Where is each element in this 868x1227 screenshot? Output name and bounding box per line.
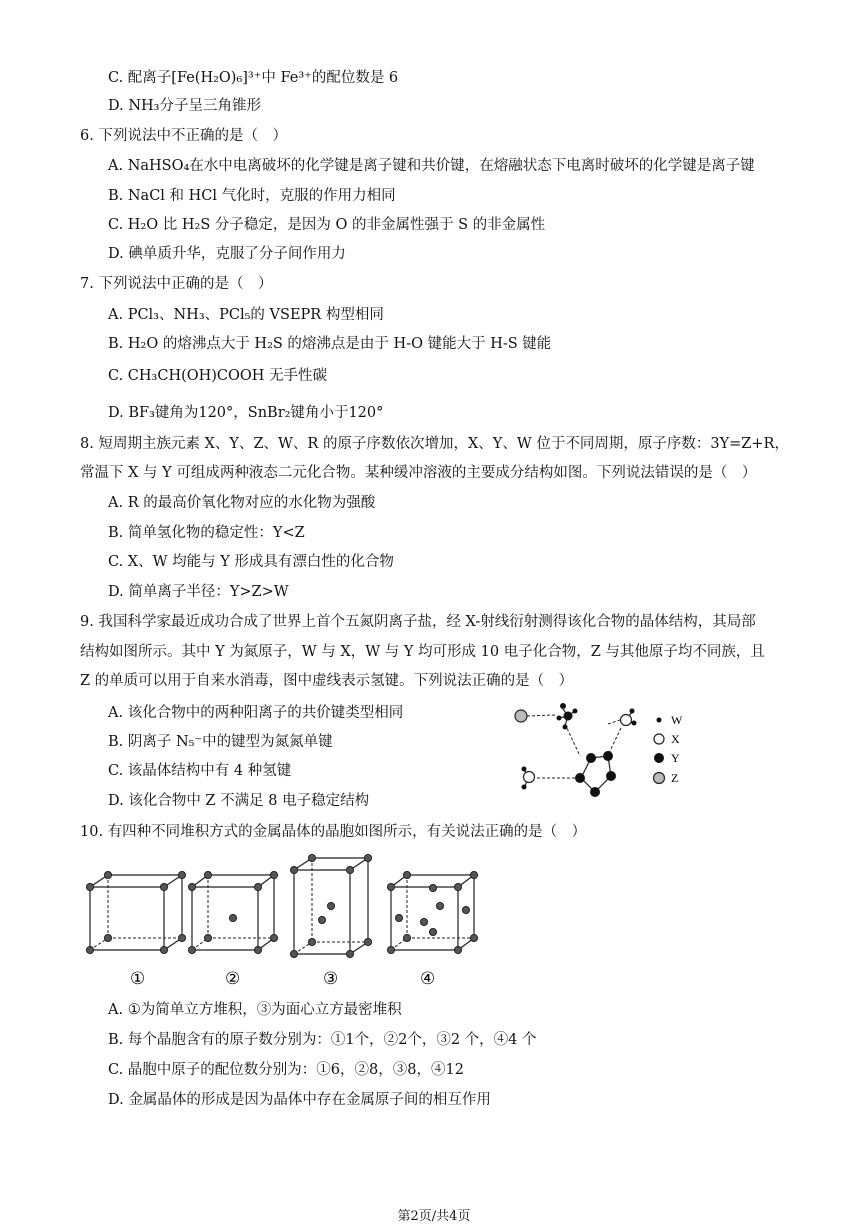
q7-option-b: B. H₂O 的熔沸点大于 H₂S 的熔沸点是由于 H-O 键能大于 H-S 键能	[108, 336, 552, 352]
z-atom-icon	[515, 710, 527, 722]
y-atom-icon	[564, 712, 573, 721]
q9-option-a: A. 该化合物中的两种阳离子的共价键类型相同	[108, 705, 404, 721]
q6-option-d: D. 碘单质升华，克服了分子间作用力	[108, 246, 346, 262]
q10-option-d: D. 金属晶体的形成是因为晶体中存在金属原子间的相互作用	[108, 1092, 491, 1108]
q10-option-c: C. 晶胞中原子的配位数分别为：①6，②8，③8，④12	[108, 1062, 464, 1078]
legend-w-label: W	[671, 713, 683, 727]
q9-option-c: C. 该晶体结构中有 4 种氢键	[108, 763, 292, 779]
cell-label-1: ①	[130, 969, 146, 989]
q7-option-d: D. BF₃键角为120°，SnBr₂键角小于120°	[108, 405, 384, 421]
q7-option-c: C. CH₃CH(OH)COOH 无手性碳	[108, 368, 328, 384]
q6-option-b: B. NaCl 和 HCl 气化时，克服的作用力相同	[108, 188, 396, 204]
q7-option-a: A. PCl₃、NH₃、PCl₅的 VSEPR 构型相同	[108, 307, 384, 323]
q10-unit-cells-figure	[78, 850, 488, 990]
q8-stem-line1: 8. 短周期主族元素 X、Y、Z、W、R 的原子序数依次增加，X、Y、W 位于不同周期，原子序数：3Y=Z+R，	[80, 436, 789, 452]
q9-option-d: D. 该化合物中 Z 不满足 8 电子稳定结构	[108, 793, 370, 809]
q9-option-b: B. 阴离子 N₅⁻中的键型为氮氮单键	[108, 734, 333, 750]
q6-option-c: C. H₂O 比 H₂S 分子稳定，是因为 O 的非金属性强于 S 的非金属性	[108, 217, 546, 233]
legend-z-label: Z	[671, 771, 679, 785]
cell-label-3: ③	[323, 969, 339, 989]
page-footer: 第2页/共4页	[397, 1209, 471, 1224]
q9-stem-line3: Z 的单质可以用于自来水消毒，图中虚线表示氢键。下列说法正确的是（ ）	[80, 673, 574, 689]
q5-option-c: C. 配离子[Fe(H₂O)₆]³⁺中 Fe³⁺的配位数是 6	[108, 70, 399, 86]
x-atom-icon	[621, 715, 632, 726]
q8-stem-line2: 常温下 X 与 Y 可组成两种液态二元化合物。某种缓冲溶液的主要成分结构如图。下列说法错误的是（ ）	[80, 465, 757, 481]
q10-option-b: B. 每个晶胞含有的原子数分别为：①1个，②2个，③2 个，④4 个	[108, 1032, 537, 1048]
legend-x-label: X	[671, 732, 680, 746]
q7-stem: 7. 下列说法中正确的是（ ）	[80, 276, 273, 292]
q8-option-a: A. R 的最高价氧化物对应的水化物为强酸	[108, 495, 376, 511]
legend-y-label: Y	[671, 751, 680, 765]
q8-option-b: B. 简单氢化物的稳定性：Y<Z	[108, 525, 305, 541]
cell-label-2: ②	[225, 969, 241, 989]
q10-stem: 10. 有四种不同堆积方式的金属晶体的晶胞如图所示，有关说法正确的是（ ）	[80, 824, 587, 840]
q9-stem-line2: 结构如图所示。其中 Y 为氮原子，W 与 X，W 与 Y 均可形成 10 电子化合物，Z 与其他原子均不同族，且	[80, 644, 765, 660]
q9-crystal-structure-figure	[505, 698, 705, 803]
q9-stem-line1: 9. 我国科学家最近成功合成了世界上首个五氮阴离子盐，经 X-射线衍射测得该化合物的晶体结构，其局部	[80, 614, 756, 630]
q8-option-d: D. 简单离子半径：Y>Z>W	[108, 584, 289, 600]
cell-label-4: ④	[420, 969, 436, 989]
q6-option-a: A. NaHSO₄在水中电离破坏的化学键是离子键和共价键，在熔融状态下电离时破坏的化学键是离子键	[108, 158, 755, 174]
q10-option-a: A. ①为简单立方堆积，③为面心立方最密堆积	[108, 1002, 402, 1018]
q6-stem: 6. 下列说法中不正确的是（ ）	[80, 128, 287, 144]
q5-option-d: D. NH₃分子呈三角锥形	[108, 98, 261, 114]
q8-option-c: C. X、W 均能与 Y 形成具有漂白性的化合物	[108, 554, 394, 570]
